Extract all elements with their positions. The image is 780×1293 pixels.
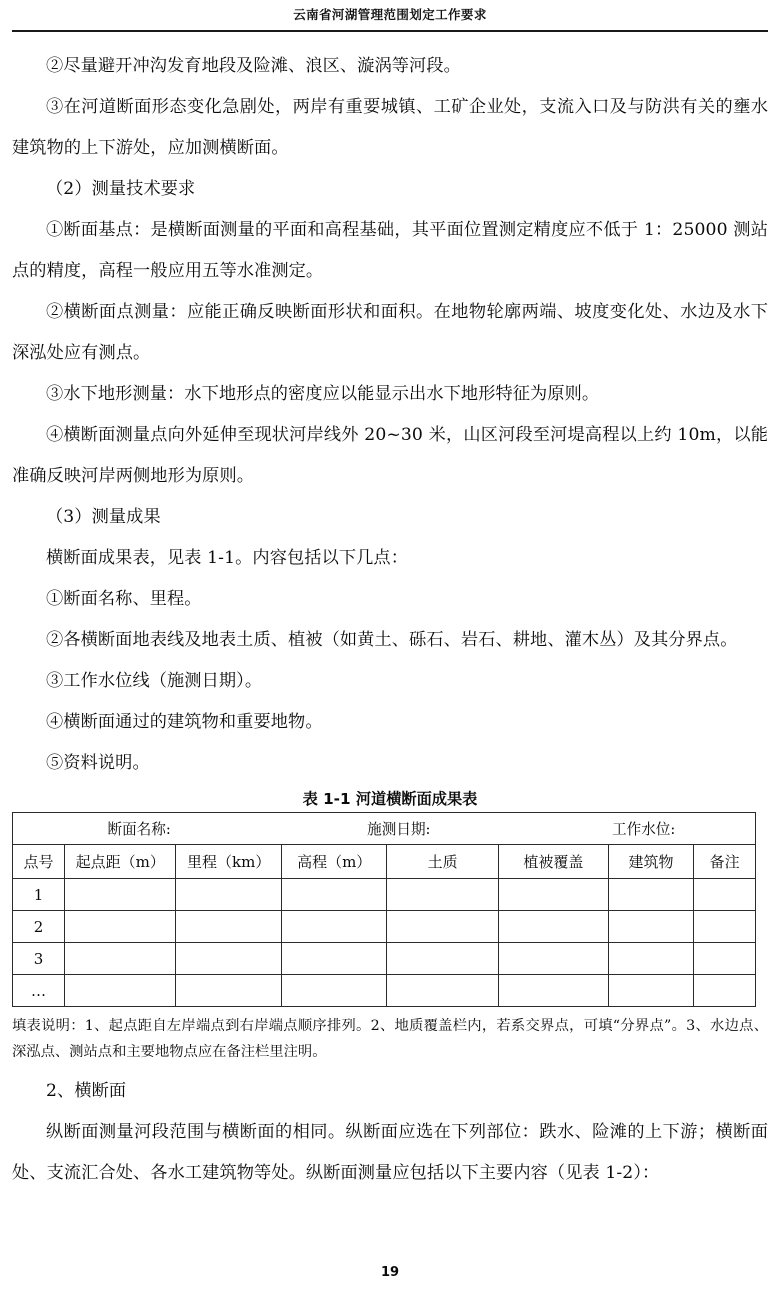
paragraph: ④横断面通过的建筑物和重要地物。 bbox=[46, 712, 323, 732]
cell-mileage bbox=[176, 975, 282, 1007]
cell-soil bbox=[387, 975, 498, 1007]
page-number: 19 bbox=[380, 1265, 400, 1280]
cell-point-no: 1 bbox=[13, 879, 65, 911]
cell-mileage bbox=[176, 943, 282, 975]
cell-elevation bbox=[281, 943, 387, 975]
running-head-title: 云南省河湖管理范围划定工作要求 bbox=[293, 7, 487, 22]
paragraph: 横断面成果表，见表 1-1。内容包括以下几点： bbox=[46, 548, 409, 568]
cell-soil bbox=[387, 879, 498, 911]
cell-remark bbox=[694, 879, 756, 911]
cell-building bbox=[608, 975, 693, 1007]
table-row bbox=[13, 943, 756, 975]
cell-point-no: … bbox=[13, 975, 65, 1007]
cell-soil bbox=[387, 943, 498, 975]
column-header-point-no: 点号 bbox=[13, 845, 65, 879]
column-header-remark: 备注 bbox=[694, 845, 756, 879]
paragraph: 纵断面测量河段范围与横断面的相同。纵断面应选在下列部位：跌水、险滩的上下游；横断面处、支流汇合处、各水工建筑物等处。纵断面测量应包括以下主要内容（见表 1-2）： bbox=[12, 1122, 768, 1184]
table-row bbox=[13, 911, 756, 943]
body-content-after-table bbox=[0, 1065, 780, 1194]
cell-elevation bbox=[281, 911, 387, 943]
cell-start-distance bbox=[65, 943, 176, 975]
cell-start-distance bbox=[65, 975, 176, 1007]
paragraph: ②各横断面地表线及地表土质、植被（如黄土、砾石、岩石、耕地、灌木丛）及其分界点。 bbox=[46, 630, 738, 650]
section-heading: （2）测量技术要求 bbox=[46, 179, 196, 199]
page-header bbox=[0, 0, 780, 32]
column-header-start-distance: 起点距（m） bbox=[65, 845, 176, 879]
column-header-mileage: 里程（km） bbox=[176, 845, 282, 879]
table-caption: 表 1-1 河道横断面成果表 bbox=[302, 790, 478, 808]
cell-remark bbox=[694, 943, 756, 975]
survey-date-label: 施测日期: bbox=[367, 821, 431, 839]
paragraph: ⑤资料说明。 bbox=[46, 753, 150, 773]
cell-point-no: 3 bbox=[13, 943, 65, 975]
cell-soil bbox=[387, 911, 498, 943]
column-header-building: 建筑物 bbox=[608, 845, 693, 879]
water-level-label: 工作水位: bbox=[612, 821, 676, 839]
paragraph: ①断面名称、里程。 bbox=[46, 589, 202, 609]
table-header-row bbox=[13, 845, 756, 879]
table-row bbox=[13, 975, 756, 1007]
cell-start-distance bbox=[65, 879, 176, 911]
cell-mileage bbox=[176, 911, 282, 943]
section-name-label: 断面名称: bbox=[107, 821, 171, 839]
paragraph: ②尽量避开冲沟发育地段及险滩、浪区、漩涡等河段。 bbox=[46, 56, 461, 76]
cross-section-result-table bbox=[12, 812, 756, 1007]
cell-remark bbox=[694, 975, 756, 1007]
cell-building bbox=[608, 879, 693, 911]
table-info-cell bbox=[13, 813, 756, 845]
cell-point-no: 2 bbox=[13, 911, 65, 943]
paragraph: ④横断面测量点向外延伸至现状河岸线外 20~30 米，山区河段至河堤高程以上约 10m，以能准确反映河岸两侧地形为原则。 bbox=[12, 425, 768, 486]
cell-vegetation bbox=[498, 975, 608, 1007]
cell-building bbox=[608, 911, 693, 943]
column-header-soil: 土质 bbox=[387, 845, 498, 879]
paragraph: ②横断面点测量：应能正确反映断面形状和面积。在地物轮廓两端、坡度变化处、水边及水下深泓处应有测点。 bbox=[12, 302, 768, 363]
cell-mileage bbox=[176, 879, 282, 911]
section-heading: 2、横断面 bbox=[46, 1081, 127, 1102]
table-fill-instructions: 填表说明：1、起点距自左岸端点到右岸端点顺序排列。2、地质覆盖栏内，若系交界点，可填“分界点”。3、水边点、深泓点、测站点和主要地物点应在备注栏里注明。 bbox=[12, 1018, 768, 1061]
paragraph: ③在河道断面形态变化急剧处，两岸有重要城镇、工矿企业处，支流入口及与防洪有关的壅水建筑物的上下游处，应加测横断面。 bbox=[12, 97, 768, 158]
cell-vegetation bbox=[498, 943, 608, 975]
cell-vegetation bbox=[498, 911, 608, 943]
cell-remark bbox=[694, 911, 756, 943]
paragraph: ③工作水位线（施测日期）。 bbox=[46, 671, 263, 691]
paragraph: ③水下地形测量：水下地形点的密度应以能显示出水下地形特征为原则。 bbox=[46, 384, 600, 404]
column-header-elevation: 高程（m） bbox=[281, 845, 387, 879]
paragraph: ①断面基点：是横断面测量的平面和高程基础，其平面位置测定精度应不低于 1：25000 测站点的精度，高程一般应用五等水准测定。 bbox=[12, 220, 768, 281]
cell-start-distance bbox=[65, 911, 176, 943]
cell-vegetation bbox=[498, 879, 608, 911]
body-content bbox=[0, 32, 780, 784]
column-header-vegetation: 植被覆盖 bbox=[498, 845, 608, 879]
table-info-row bbox=[13, 813, 756, 845]
table-row bbox=[13, 879, 756, 911]
section-heading: （3）测量成果 bbox=[46, 507, 161, 527]
cell-building bbox=[608, 943, 693, 975]
cell-elevation bbox=[281, 879, 387, 911]
cell-elevation bbox=[281, 975, 387, 1007]
